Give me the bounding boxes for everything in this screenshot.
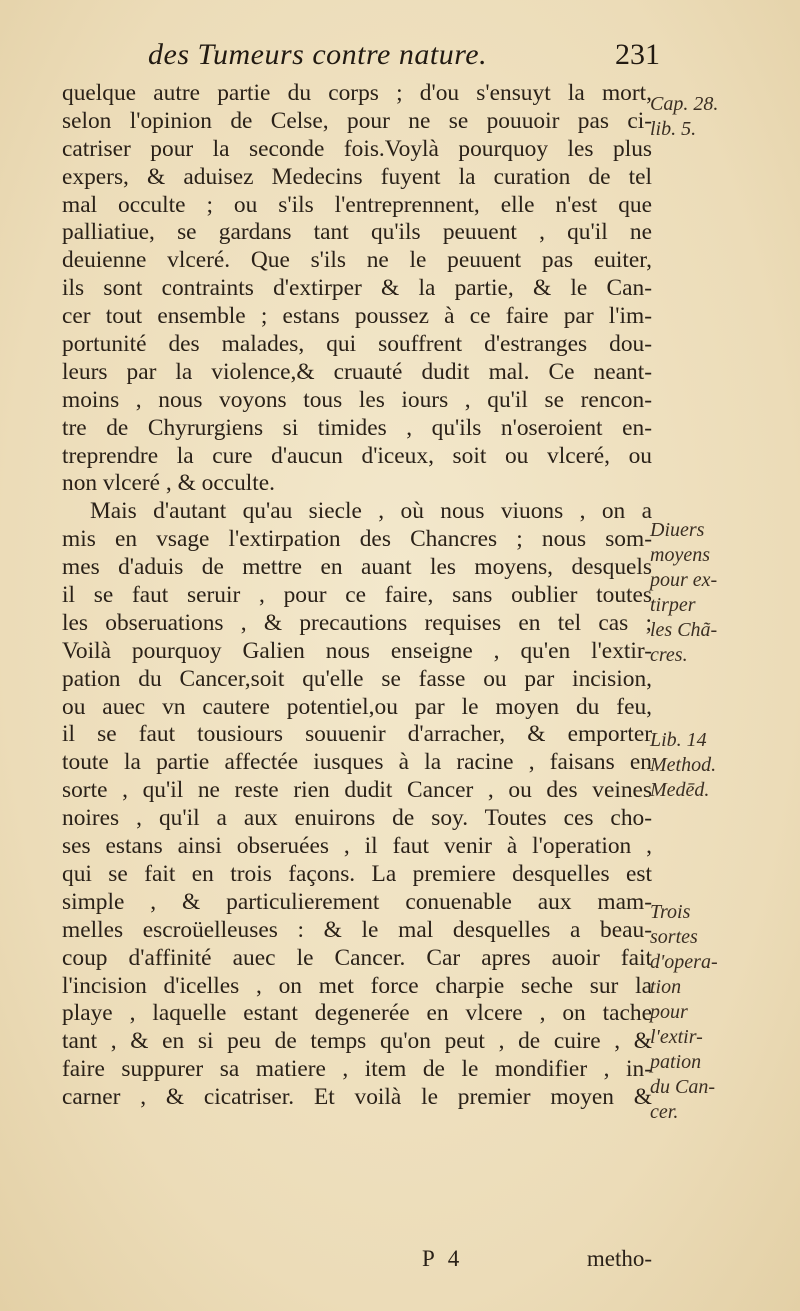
text-line: Voilà pourquoy Galien nous enseigne , qu'en l'extir- xyxy=(62,637,652,664)
margin-note-line: Diuers xyxy=(650,519,705,541)
text-line: noires , qu'il a aux enuirons de soy. Toutes ces cho- xyxy=(62,805,652,832)
text-line: expers, & aduisez Medecins fuyent la curation de tel xyxy=(62,163,652,190)
margin-note-line: Cap. 28. xyxy=(650,93,719,115)
page-footer xyxy=(62,1246,652,1280)
text-line: coup d'affinité auec le Cancer. Car apres auoir fait xyxy=(62,944,652,971)
text-line: portunité des malades, qui souffrent d'estranges dou- xyxy=(62,331,652,358)
margin-note-line: du Can- xyxy=(650,1076,715,1098)
text-line: tre de Chyrurgiens si timides , qu'ils n'oseroient en- xyxy=(62,414,652,441)
margin-note-line: Medēd. xyxy=(650,779,710,801)
margin-note-line: lib. 5. xyxy=(650,118,697,140)
text-line: ou auec vn cautere potentiel,ou par le moyen du feu, xyxy=(62,693,652,720)
text-line: palliatiue, se gardans tant qu'ils peuuent , qu'il ne xyxy=(62,219,652,246)
text-line: playe , laquelle estant degenerée en vlcere , on tache xyxy=(62,1000,652,1027)
text-line: il se faut seruir , pour ce faire, sans oublier toutes xyxy=(62,582,652,609)
text-line: mis en vsage l'extirpation des Chancres ; nous som- xyxy=(62,526,652,553)
text-line: l'incision d'icelles , on met force charpie seche sur la xyxy=(62,972,652,999)
page-number: 231 xyxy=(615,38,660,71)
text-line: moins , nous voyons tous les iours , qu'il se rencon- xyxy=(62,386,652,413)
text-line: ils sont contraints d'extirper & la partie, & le Can- xyxy=(62,275,652,302)
text-line: melles escroüelleuses : & le mal desquelles a beau- xyxy=(62,916,652,943)
margin-note-line: les Chã- xyxy=(650,619,718,641)
margin-note-line: cres. xyxy=(650,644,688,666)
margin-note-line: cer. xyxy=(650,1101,679,1123)
text-line: mes d'aduis de mettre en auant les moyens, desquels xyxy=(62,554,652,581)
text-line: ses estans ainsi obseruées , il faut venir à l'operation , xyxy=(62,833,652,860)
margin-note-line: tirper xyxy=(650,594,696,616)
running-title: des Tumeurs contre nature. xyxy=(148,38,488,71)
margin-note-line: moyens xyxy=(650,544,710,566)
margin-note-line: pour xyxy=(650,1001,688,1023)
text-line: carner , & cicatriser. Et voilà le premier moyen & xyxy=(62,1084,652,1111)
margin-note-line: Lib. 14 xyxy=(650,729,707,751)
text-line: tant , & en si peu de temps qu'on peut , de cuire , & xyxy=(62,1028,652,1055)
text-line: les obseruations , & precautions requises en tel cas ; xyxy=(62,609,652,636)
text-line: quelque autre partie du corps ; d'ou s'ensuyt la mort, xyxy=(62,80,652,106)
text-line: selon l'opinion de Celse, pour ne se pouuoir pas ci- xyxy=(62,107,652,134)
text-line: mal occulte ; ou s'ils l'entreprennent, elle n'est que xyxy=(62,191,652,218)
text-line: faire suppurer sa matiere , item de le mondifier , in- xyxy=(62,1056,652,1083)
signature-mark: P 4 xyxy=(422,1246,464,1271)
body-text xyxy=(62,80,652,1112)
text-line: pation du Cancer,soit qu'elle se fasse ou par incision, xyxy=(62,665,652,692)
catchword: metho- xyxy=(586,1246,652,1271)
margin-note-line: pour ex- xyxy=(650,569,718,591)
text-line: leurs par la violence,& cruauté dudit mal. Ce neant- xyxy=(62,358,652,385)
margin-note-line: sortes xyxy=(650,926,698,948)
text-line: cer tout ensemble ; estans poussez à ce faire par l'im- xyxy=(62,303,652,330)
text-line: il se faut tousiours souuenir d'arracher, & emporter xyxy=(62,721,652,748)
text-line: sorte , qu'il ne reste rien dudit Cancer , ou des veines xyxy=(62,777,652,804)
text-line: deuienne vlceré. Que s'ils ne le peuuent pas euiter, xyxy=(62,247,652,274)
text-line: simple , & particulierement conuenable aux mam- xyxy=(62,888,652,915)
text-line: catriser pour la seconde fois.Voylà pourquoy les plus xyxy=(62,135,652,162)
page-header xyxy=(60,38,660,78)
text-line: toute la partie affectée iusques à la racine , faisans en xyxy=(62,749,652,776)
text-line: non vlceré , & occulte. xyxy=(62,470,276,497)
text-line: treprendre la cure d'aucun d'iceux, soit ou vlceré, ou xyxy=(62,442,652,469)
margin-note-line: tion xyxy=(650,976,682,998)
margin-note-method-reference xyxy=(650,728,780,803)
margin-note-line: l'extir- xyxy=(650,1026,703,1048)
margin-note-line: pation xyxy=(650,1051,702,1073)
margin-note-reference xyxy=(650,92,780,142)
margin-note-diuers-moyens xyxy=(650,518,780,668)
margin-note-trois-sortes xyxy=(650,900,780,1125)
margin-note-line: Method. xyxy=(650,754,717,776)
text-line: Mais d'autant qu'au siecle , où nous viuons , on a xyxy=(90,498,652,525)
margin-note-line: d'opera- xyxy=(650,951,718,973)
margin-note-line: Trois xyxy=(650,901,691,923)
text-line: qui se fait en trois façons. La premiere desquelles est xyxy=(62,860,652,887)
